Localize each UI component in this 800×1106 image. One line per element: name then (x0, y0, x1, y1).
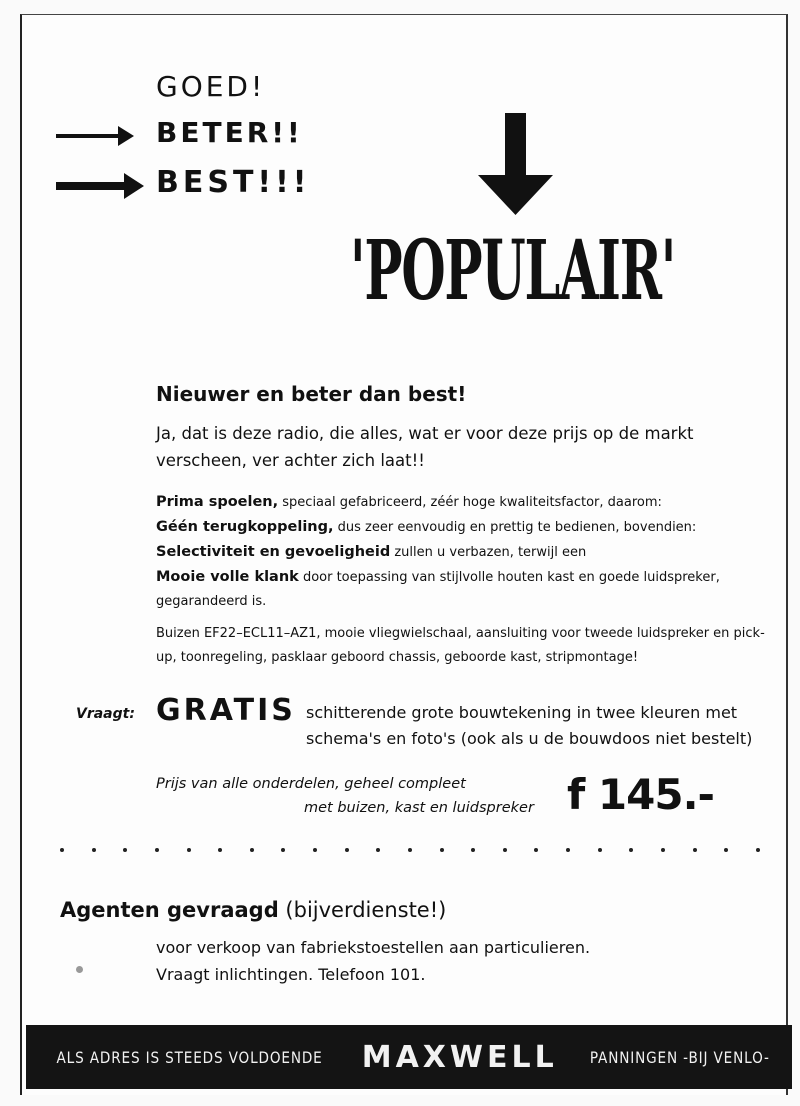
vraagt-label: Vraagt: (76, 706, 135, 722)
footer-left-text: ALS ADRES IS STEEDS VOLDOENDE (56, 1047, 323, 1067)
specs-text: Buizen EF22–ECL11–AZ1, mooie vliegwielschaal, aansluiting voor tweede luidspreker en pick-up, toonregeling, pasklaar geboord chassis, geboorde kast, stripmontage! (156, 626, 765, 665)
price-line-2: met buizen, kast en luidspreker (304, 800, 534, 816)
ink-speck (76, 966, 83, 973)
agents-heading (60, 898, 446, 922)
intro-text: Ja, dat is deze radio, die alles, wat er voor deze prijs op de markt verscheen, ver achter zich laat!! (156, 424, 694, 470)
feature-item: Géén terugkoppeling, dus zeer eenvoudig en prettig te bedienen, bovendien: (156, 519, 697, 535)
divider-dots (60, 848, 760, 852)
arrow-down-icon (478, 113, 553, 215)
price-description (156, 772, 556, 820)
brand-name: MAXWELL (361, 1039, 558, 1075)
feature-item: Prima spoelen, speciaal gefabriceerd, zéér hoge kwaliteitsfactor, daarom: (156, 494, 662, 510)
feature-item: Mooie volle klank door toepassing van stijlvolle houten kast en goede luidspreker, gegarandeerd is. (156, 569, 720, 609)
product-name: 'POPULAIR' (350, 223, 676, 319)
subheading: Nieuwer en beter dan best! (156, 382, 467, 406)
feature-list (156, 490, 776, 614)
price-line-1: Prijs van alle onderdelen, geheel compleet (156, 776, 466, 792)
headline-goed: GOED! (156, 70, 266, 103)
price-amount: f 145.- (567, 770, 714, 819)
agents-note: (bijverdienste!) (278, 898, 447, 922)
headline-best: BEST!!! (156, 165, 311, 200)
agents-text (156, 934, 590, 988)
footer-right-text: PANNINGEN -BIJ VENLO- (589, 1047, 770, 1067)
gratis-label: GRATIS (156, 693, 296, 728)
agents-line-2: Vraagt inlichtingen. Telefoon 101. (156, 965, 426, 984)
headline-beter: BETER!! (156, 116, 303, 149)
gratis-description: schitterende grote bouwtekening in twee kleuren met schema's en foto's (ook als u de bouwdoos niet bestelt) (306, 703, 753, 748)
feature-item: Selectiviteit en gevoeligheid zullen u verbazen, terwijl een (156, 544, 587, 560)
agents-line-1: voor verkoop van fabriekstoestellen aan particulieren. (156, 938, 591, 957)
footer-banner (26, 1025, 792, 1089)
agents-title: Agenten gevraagd (60, 898, 279, 922)
